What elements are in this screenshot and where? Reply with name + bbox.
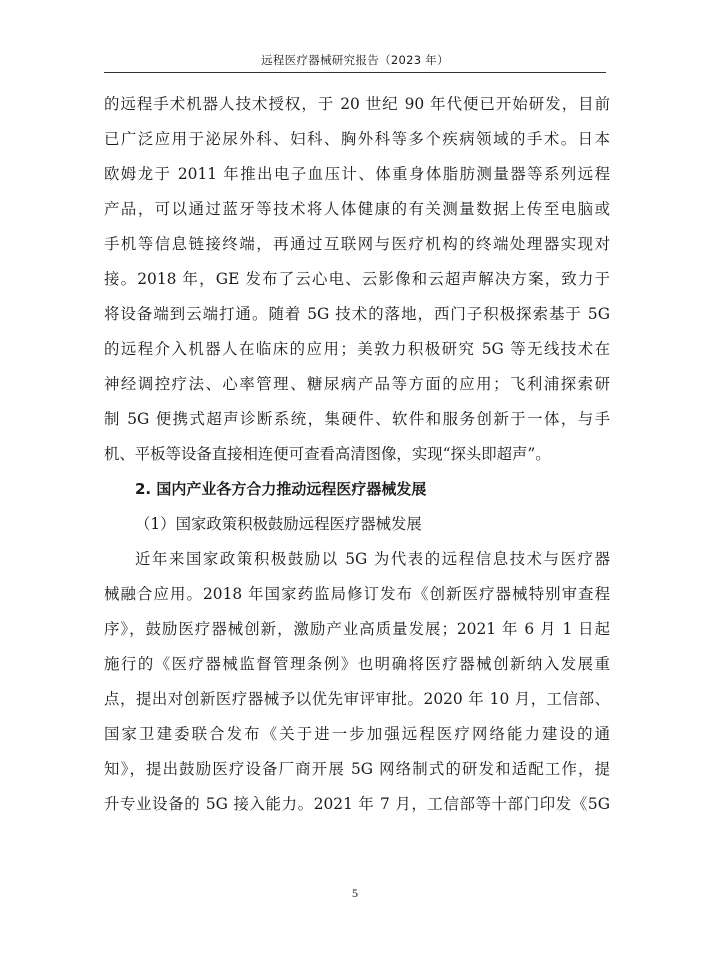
text-line: 手机等信息链接终端，再通过互联网与医疗机构的终端处理器实现对 bbox=[104, 235, 610, 253]
text-line: 接。2018 年，GE 发布了云心电、云影像和云超声解决方案，致力于 bbox=[104, 270, 610, 288]
text-line: 国家卫建委联合发布《关于进一步加强远程医疗网络能力建设的通 bbox=[104, 725, 610, 743]
text-line: 制 5G 便携式超声诊断系统，集硬件、软件和服务创新于一体，与手 bbox=[104, 410, 610, 428]
running-header: 远程医疗器械研究报告（2023 年） bbox=[104, 50, 606, 73]
text-line: 械融合应用。2018 年国家药监局修订发布《创新医疗器械特别审查程 bbox=[104, 585, 610, 603]
section-heading: 2. 国内产业各方合力推动远程医疗器械发展 bbox=[135, 480, 427, 498]
page-number: 5 bbox=[352, 886, 358, 900]
text-line: 机、平板等设备直接相连便可查看高清图像，实现“探头即超声”。 bbox=[104, 445, 551, 463]
paragraph-continuation bbox=[104, 87, 610, 472]
paragraph-policy bbox=[104, 542, 610, 822]
text-line: 升专业设备的 5G 接入能力。2021 年 7 月，工信部等十部门印发《5G bbox=[104, 795, 610, 813]
text-line: 的远程介入机器人在临床的应用；美敦力积极研究 5G 等无线技术在 bbox=[104, 340, 610, 358]
text-line: 施行的《医疗器械监督管理条例》也明确将医疗器械创新纳入发展重 bbox=[104, 655, 610, 673]
text-line: 已广泛应用于泌尿外科、妇科、胸外科等多个疾病领域的手术。日本 bbox=[104, 130, 610, 148]
subsection-heading: （1）国家政策积极鼓励远程医疗器械发展 bbox=[135, 515, 422, 533]
text-line: 欧姆龙于 2011 年推出电子血压计、体重身体脂肪测量器等系列远程 bbox=[104, 165, 610, 183]
text-line: 的远程手术机器人技术授权，于 20 世纪 90 年代便已开始研发，目前 bbox=[104, 95, 610, 113]
text-line: 序》，鼓励医疗器械创新，激励产业高质量发展；2021 年 6 月 1 日起 bbox=[104, 620, 610, 638]
body-text bbox=[104, 87, 610, 822]
text-line: 点，提出对创新医疗器械予以优先审评审批。2020 年 10 月，工信部、 bbox=[104, 690, 610, 708]
text-line: 将设备端到云端打通。随着 5G 技术的落地，西门子积极探索基于 5G bbox=[104, 305, 610, 323]
text-line: 近年来国家政策积极鼓励以 5G 为代表的远程信息技术与医疗器 bbox=[135, 550, 610, 568]
text-line: 知》，提出鼓励医疗设备厂商开展 5G 网络制式的研发和适配工作，提 bbox=[104, 760, 610, 778]
text-line: 产品，可以通过蓝牙等技术将人体健康的有关测量数据上传至电脑或 bbox=[104, 200, 610, 218]
text-line: 神经调控疗法、心率管理、糖尿病产品等方面的应用；飞利浦探索研 bbox=[104, 375, 610, 393]
